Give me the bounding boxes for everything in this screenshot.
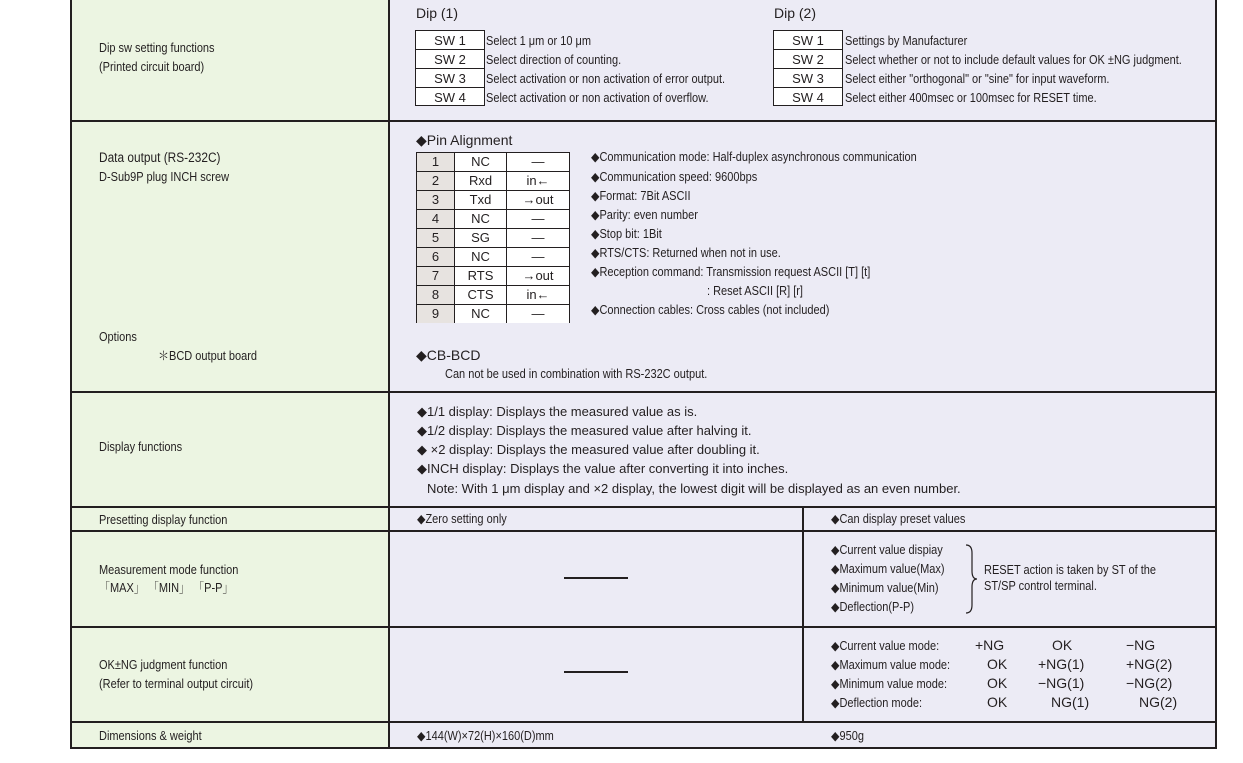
pin-row xyxy=(417,210,569,229)
pin-direction: — xyxy=(507,248,569,266)
pin-direction: →out xyxy=(507,191,569,209)
pin-number: 2 xyxy=(417,172,455,190)
spec-format: ◆Format: 7Bit ASCII xyxy=(591,189,691,203)
judgment-mode-2: ◆Maximum value mode: xyxy=(831,658,951,672)
display-line-2: ◆1/2 display: Displays the measured value after halving it. xyxy=(417,423,752,438)
spec-comm-mode: ◆Communication mode: Half-duplex asynchronous communication xyxy=(591,150,917,164)
measure-label-1: Measurement mode function xyxy=(99,563,239,577)
judgment-mode-3-c: −NG(2) xyxy=(1126,675,1173,691)
spec-rts-cts: ◆RTS/CTS: Returned when not in use. xyxy=(591,246,781,260)
pin-number: 1 xyxy=(417,153,455,171)
spec-reset: : Reset ASCII [R] [r] xyxy=(707,284,803,298)
dip1-desc-1: Select 1 μm or 10 μm xyxy=(486,34,591,48)
dimensions-label: Dimensions & weight xyxy=(99,729,202,743)
dipsw-label-1: Dip sw setting functions xyxy=(99,41,215,55)
spec-cables: ◆Connection cables: Cross cables (not included) xyxy=(591,303,830,317)
dip2-sw3: SW 3 xyxy=(774,69,842,88)
display-line-3: ◆ ×2 display: Displays the measured value after doubling it. xyxy=(417,442,760,457)
pin-number: 4 xyxy=(417,210,455,228)
dip2-sw2: SW 2 xyxy=(774,50,842,69)
preset-left: ◆Zero setting only xyxy=(417,512,507,526)
dip1-desc-4: Select activation or non activation of overflow. xyxy=(486,91,709,105)
pin-row xyxy=(417,229,569,248)
pin-alignment-title: ◆Pin Alignment xyxy=(416,132,513,148)
judgment-mode-1-a: +NG xyxy=(975,637,1005,653)
measure-note-2: ST/SP control terminal. xyxy=(984,579,1097,593)
measure-item-2: ◆Maximum value(Max) xyxy=(831,562,945,576)
options-item: ＊BCD output board xyxy=(158,349,258,363)
brace-icon xyxy=(964,543,978,615)
pin-number: 3 xyxy=(417,191,455,209)
judgment-mode-2-a: OK xyxy=(987,656,1008,672)
pin-signal: Txd xyxy=(455,191,507,209)
dip1-sw4: SW 4 xyxy=(434,90,466,105)
preset-right: ◆Can display preset values xyxy=(831,512,966,526)
measure-empty-dash xyxy=(564,577,628,579)
spec-parity: ◆Parity: even number xyxy=(591,208,698,222)
weight-value: ◆950g xyxy=(831,729,864,743)
dip2-switch-box xyxy=(773,30,843,106)
judgment-mode-4-b: NG(1) xyxy=(1051,694,1090,710)
judgment-mode-4: ◆Deflection mode: xyxy=(831,696,923,710)
judgment-mode-2-c: +NG(2) xyxy=(1126,656,1173,672)
judgment-label-1: OK±NG judgment function xyxy=(99,658,228,672)
pin-number: 9 xyxy=(417,305,455,323)
dipsw-label-2: (Printed circuit board) xyxy=(99,60,205,74)
dip1-sw3: SW 3 xyxy=(416,69,484,88)
measure-note-1: RESET action is taken by ST of the xyxy=(984,563,1157,577)
pin-direction: →out xyxy=(507,267,569,285)
measure-item-4: ◆Deflection(P-P) xyxy=(831,600,915,614)
dip1-switch-box xyxy=(415,30,485,106)
pin-row xyxy=(417,267,569,286)
judgment-mode-2-b: +NG(1) xyxy=(1038,656,1085,672)
measure-item-3: ◆Minimum value(Min) xyxy=(831,581,939,595)
dip1-desc-3: Select activation or non activation of error output. xyxy=(486,72,726,86)
label-column xyxy=(71,0,389,748)
judgment-mode-4-a: OK xyxy=(987,694,1008,710)
measure-label-2: 「MAX」 「MIN」 「P-P」 xyxy=(99,581,234,595)
pin-table xyxy=(416,152,570,323)
pin-signal: NC xyxy=(455,153,507,171)
judgment-mode-4-c: NG(2) xyxy=(1139,694,1178,710)
dip2-desc-4: Select either 400msec or 100msec for RESET time. xyxy=(845,91,1097,105)
pin-signal: NC xyxy=(455,210,507,228)
dip2-sw4: SW 4 xyxy=(792,90,824,105)
pin-direction: — xyxy=(507,153,569,171)
dip1-sw2: SW 2 xyxy=(416,50,484,69)
dip1-title: Dip (1) xyxy=(416,5,459,21)
pin-number: 7 xyxy=(417,267,455,285)
pin-signal: NC xyxy=(455,305,507,323)
pin-direction: — xyxy=(507,229,569,247)
pin-number: 6 xyxy=(417,248,455,266)
pin-direction: in← xyxy=(507,172,569,190)
judgment-mode-1: ◆Current value mode: xyxy=(831,639,940,653)
dip1-desc-2: Select direction of counting. xyxy=(486,53,622,67)
pin-row xyxy=(417,248,569,267)
judgment-mode-3-b: −NG(1) xyxy=(1038,675,1085,691)
judgment-label-2: (Refer to terminal output circuit) xyxy=(99,677,254,691)
pin-row xyxy=(417,172,569,191)
pin-signal: RTS xyxy=(455,267,507,285)
display-line-4: ◆INCH display: Displays the value after converting it into inches. xyxy=(417,461,789,476)
dip1-sw1: SW 1 xyxy=(416,31,484,50)
pin-row xyxy=(417,286,569,305)
judgment-mode-3: ◆Minimum value mode: xyxy=(831,677,948,691)
pin-number: 8 xyxy=(417,286,455,304)
measure-item-1: ◆Current value dispiay xyxy=(831,543,943,557)
spec-reception: ◆Reception command: Transmission request ASCII [T] [t] xyxy=(591,265,871,279)
pin-row xyxy=(417,191,569,210)
cb-bcd-title: ◆CB-BCD xyxy=(416,347,481,363)
pin-row xyxy=(417,153,569,172)
dip2-title: Dip (2) xyxy=(774,5,817,21)
dataout-label-1: Data output (RS-232C) xyxy=(99,150,221,165)
judgment-mode-1-c: −NG xyxy=(1126,637,1156,653)
dimensions-value: ◆144(W)×72(H)×160(D)mm xyxy=(417,729,554,743)
cb-bcd-note: Can not be used in combination with RS-232C output. xyxy=(445,367,708,381)
pin-signal: Rxd xyxy=(455,172,507,190)
spec-comm-speed: ◆Communication speed: 9600bps xyxy=(591,170,758,184)
pin-signal: SG xyxy=(455,229,507,247)
judgment-mode-3-a: OK xyxy=(987,675,1008,691)
dip2-desc-2: Select whether or not to include default values for OK ±NG judgment. xyxy=(845,53,1182,67)
pin-number: 5 xyxy=(417,229,455,247)
dataout-label-2: D-Sub9P plug INCH screw xyxy=(99,170,230,184)
pin-direction: — xyxy=(507,305,569,323)
dip2-desc-1: Settings by Manufacturer xyxy=(845,34,968,48)
display-line-1: ◆1/1 display: Displays the measured value as is. xyxy=(417,404,698,419)
pin-row xyxy=(417,305,569,324)
display-note: Note: With 1 μm display and ×2 display, the lowest digit will be displayed as an even number. xyxy=(427,481,961,496)
pin-signal: CTS xyxy=(455,286,507,304)
dip2-desc-3: Select either "orthogonal" or "sine" for input waveform. xyxy=(845,72,1110,86)
pin-direction: — xyxy=(507,210,569,228)
judgment-mode-1-b: OK xyxy=(1052,637,1073,653)
pin-direction: in← xyxy=(507,286,569,304)
pin-signal: NC xyxy=(455,248,507,266)
preset-label: Presetting display function xyxy=(99,513,228,527)
display-label: Display functions xyxy=(99,440,183,454)
judgment-empty-dash xyxy=(564,671,628,673)
spec-stop-bit: ◆Stop bit: 1Bit xyxy=(591,227,662,241)
dip2-sw1: SW 1 xyxy=(774,31,842,50)
options-label: Options xyxy=(99,330,137,344)
